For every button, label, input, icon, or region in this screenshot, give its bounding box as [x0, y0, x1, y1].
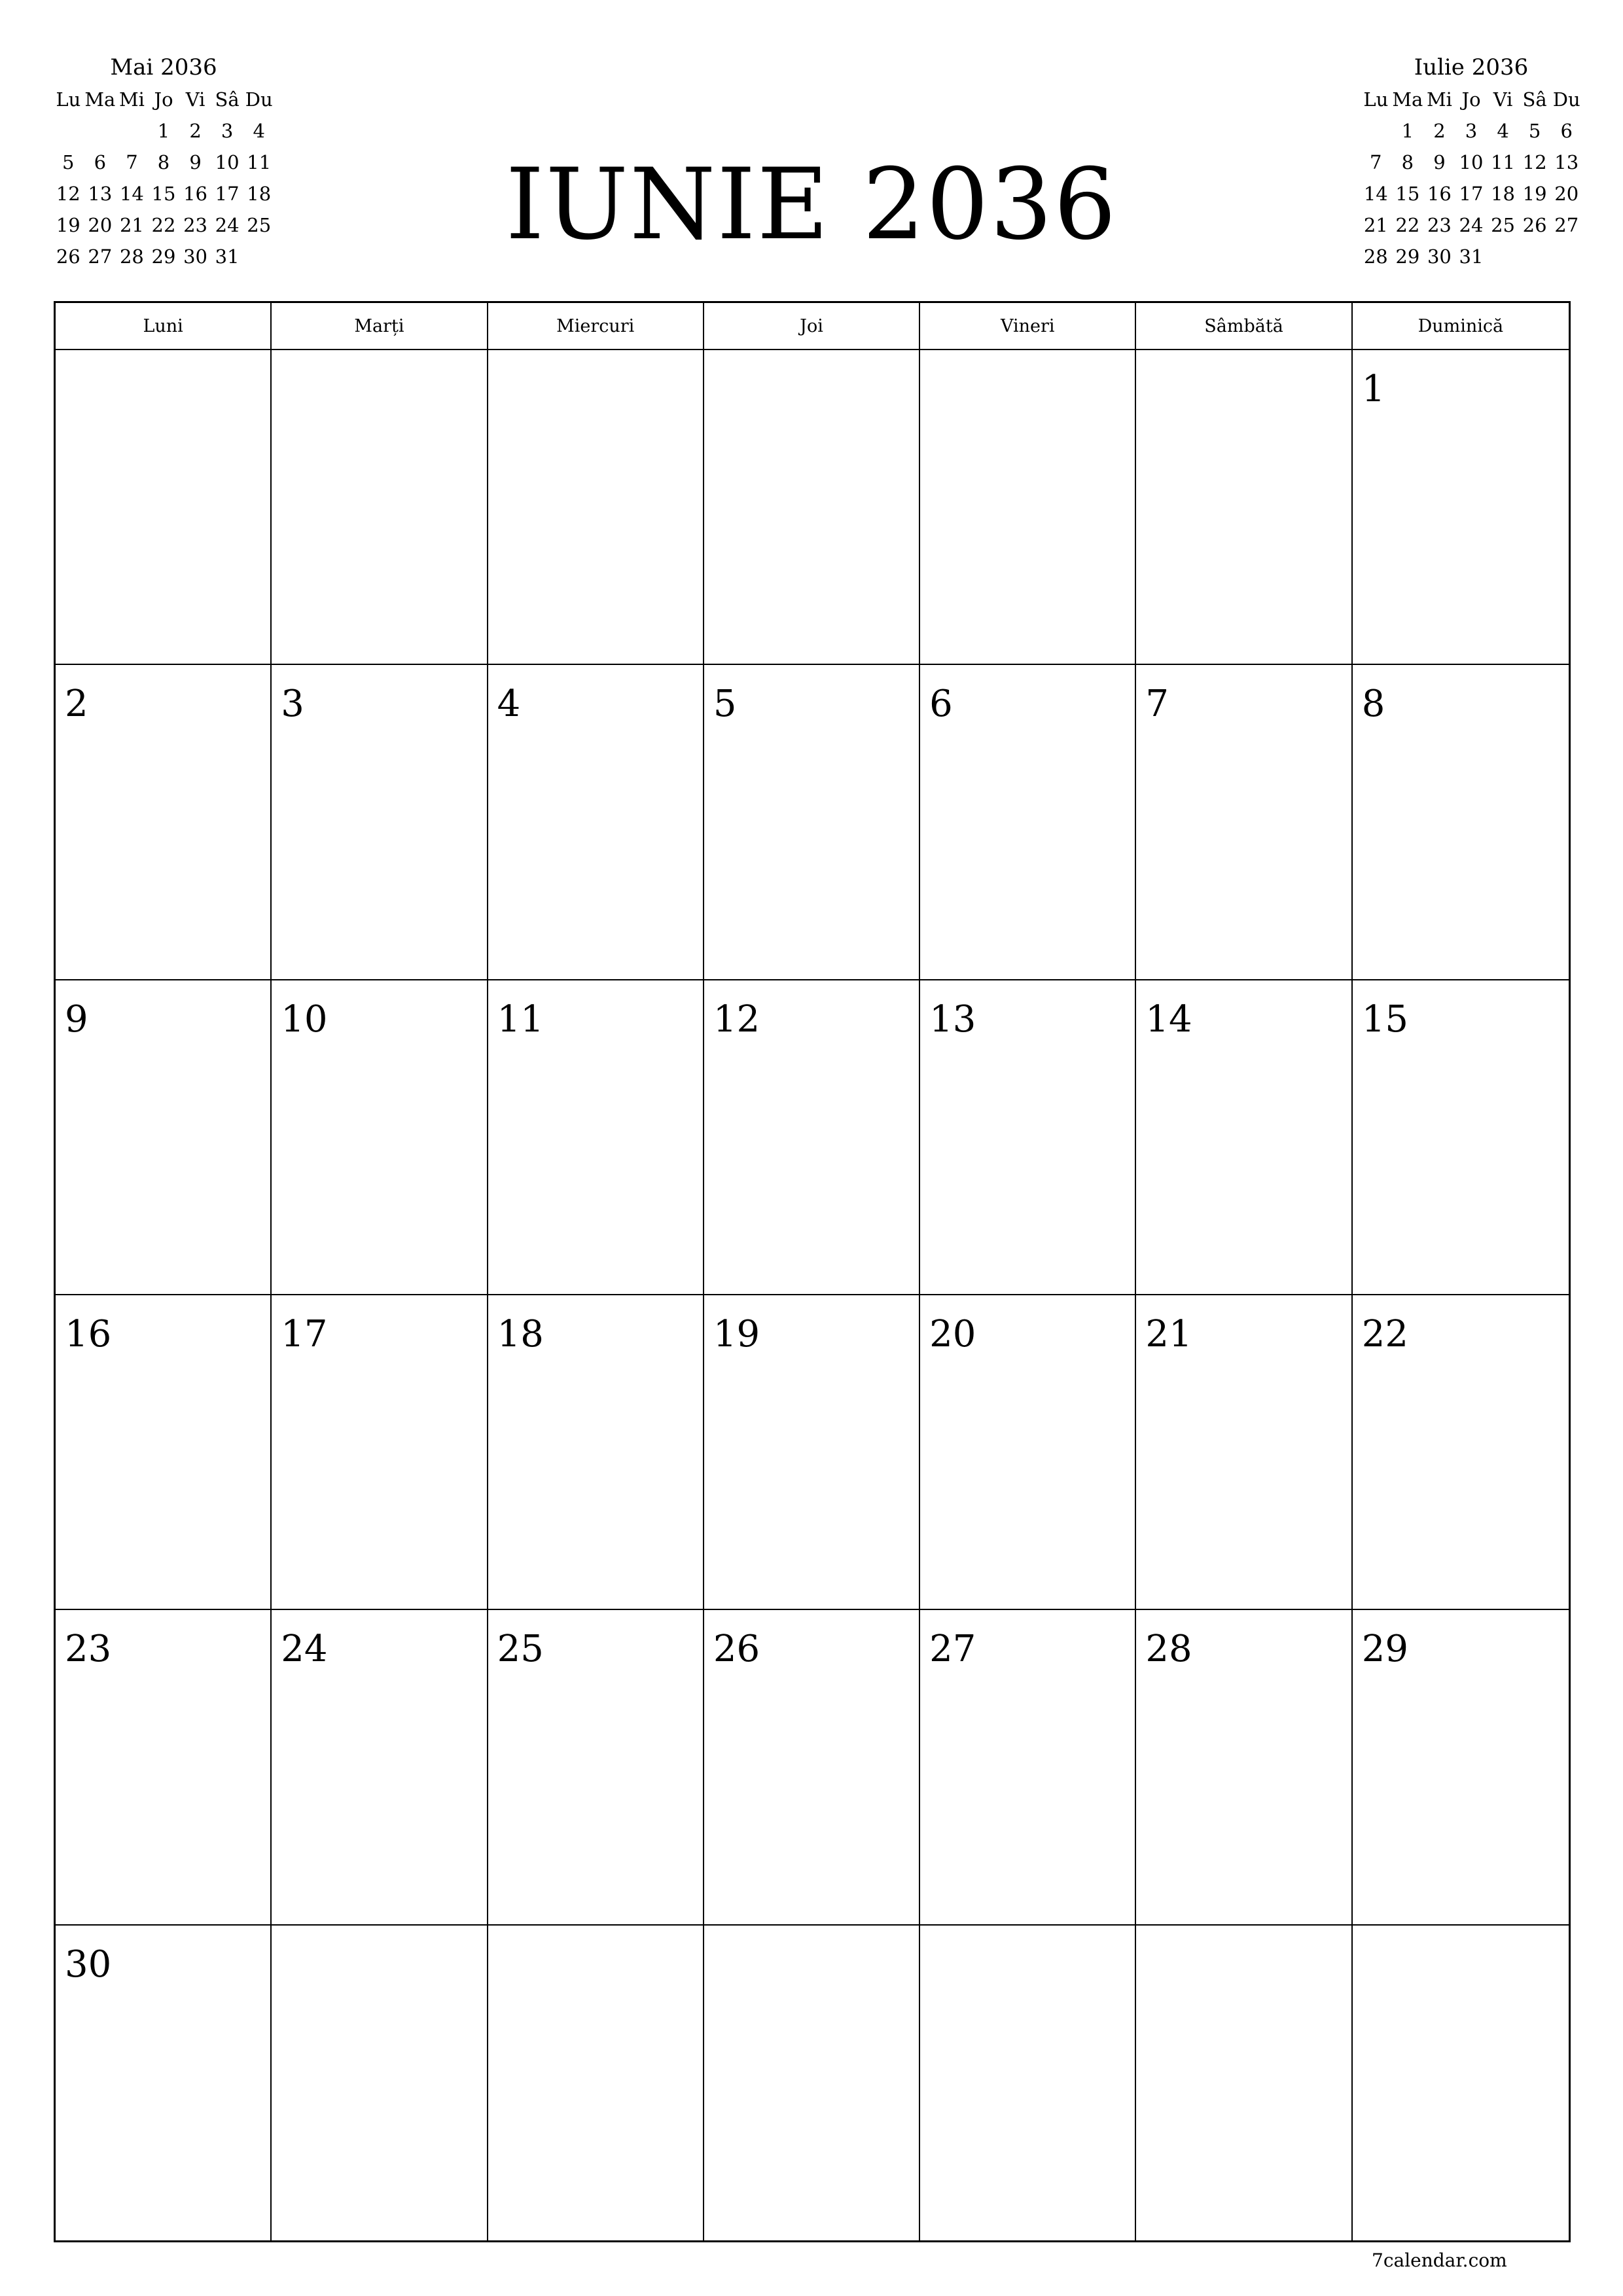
- day-cell: [56, 980, 272, 1295]
- day-number: 26: [713, 1628, 760, 1671]
- day-number: 19: [713, 1313, 760, 1355]
- mini-day: [1487, 241, 1519, 272]
- day-cell: [704, 980, 920, 1295]
- day-cell: [488, 665, 704, 980]
- day-cell: [488, 1295, 704, 1610]
- mini-day: 15: [1395, 183, 1420, 205]
- day-number: 2: [65, 683, 88, 726]
- mini-day: 20: [88, 214, 113, 236]
- mini-day: 12: [56, 183, 80, 205]
- day-cell: [56, 1295, 272, 1610]
- mini-weekday: Mi: [118, 88, 145, 111]
- mini-day: 24: [1459, 214, 1484, 236]
- day-cell: [920, 350, 1136, 665]
- day-cell: [56, 1926, 272, 2240]
- day-cell: [488, 980, 704, 1295]
- weekday-header: Joi: [704, 303, 920, 350]
- mini-day: [243, 241, 275, 272]
- day-cell: [56, 350, 272, 665]
- mini-weekday: Lu: [1363, 88, 1389, 111]
- mini-day: 24: [215, 214, 240, 236]
- mini-day: 18: [247, 183, 272, 205]
- day-cell: [1353, 980, 1569, 1295]
- mini-calendar-next-month: [1360, 51, 1582, 272]
- mini-day: 23: [183, 214, 208, 236]
- day-number: 22: [1361, 1313, 1408, 1355]
- mini-weekday: Jo: [1461, 88, 1481, 111]
- mini-day: 25: [1491, 214, 1516, 236]
- mini-weekday: Lu: [56, 88, 81, 111]
- mini-day: 19: [1522, 183, 1547, 205]
- mini-day: 5: [62, 151, 75, 173]
- mini-calendar-previous-month: [52, 51, 275, 272]
- day-cell: [1353, 665, 1569, 980]
- mini-weekday: Vi: [1493, 88, 1513, 111]
- mini-day: 4: [253, 120, 265, 142]
- mini-day: 7: [1370, 151, 1382, 173]
- mini-day: 11: [247, 151, 272, 173]
- month-calendar-grid: [54, 301, 1571, 2242]
- mini-weekday: Sâ: [1522, 88, 1547, 111]
- mini-calendar-days: [1360, 115, 1582, 272]
- mini-day: 26: [1522, 214, 1547, 236]
- weekday-header: Sâmbătă: [1136, 303, 1352, 350]
- mini-day: 10: [1459, 151, 1484, 173]
- mini-day: 31: [215, 245, 240, 268]
- mini-day: 15: [151, 183, 176, 205]
- mini-day: 27: [88, 245, 113, 268]
- day-number: 18: [497, 1313, 544, 1355]
- day-cell: [704, 350, 920, 665]
- mini-day: 7: [126, 151, 138, 173]
- day-number: 7: [1145, 683, 1169, 726]
- day-cell: [272, 1926, 488, 2240]
- mini-calendar-grid: [1360, 84, 1582, 115]
- mini-day: 20: [1554, 183, 1579, 205]
- page-title: IUNIE 2036: [505, 148, 1118, 262]
- mini-day: 13: [88, 183, 113, 205]
- day-cell: [488, 350, 704, 665]
- mini-calendar-grid: [52, 84, 275, 115]
- mini-day: [116, 115, 148, 147]
- mini-day: 14: [1363, 183, 1388, 205]
- day-number: 4: [497, 683, 521, 726]
- day-number: 13: [929, 997, 976, 1041]
- mini-day: 22: [151, 214, 176, 236]
- day-cell: [704, 665, 920, 980]
- mini-day: 17: [1459, 183, 1484, 205]
- weekday-header: Luni: [56, 303, 272, 350]
- day-cell: [1353, 350, 1569, 665]
- mini-day: 4: [1497, 120, 1509, 142]
- day-number: 27: [929, 1628, 976, 1671]
- mini-day: 30: [1427, 245, 1452, 268]
- day-number: 1: [1361, 368, 1385, 410]
- day-number: 5: [713, 683, 737, 726]
- mini-day: 26: [56, 245, 80, 268]
- day-cell: [920, 665, 1136, 980]
- day-number: 24: [281, 1628, 328, 1671]
- day-cell: [1136, 350, 1352, 665]
- mini-calendar-title: Mai 2036: [110, 54, 217, 81]
- day-cell: [272, 1610, 488, 1925]
- day-cell: [920, 980, 1136, 1295]
- day-cell: [704, 1926, 920, 2240]
- mini-day: [52, 115, 84, 147]
- day-cell: [1136, 665, 1352, 980]
- mini-calendar-days: [52, 115, 275, 272]
- day-number: 14: [1145, 997, 1192, 1041]
- day-cell: [1353, 1295, 1569, 1610]
- mini-calendar-title: Iulie 2036: [1414, 54, 1529, 81]
- day-cell: [920, 1926, 1136, 2240]
- mini-day: 23: [1427, 214, 1452, 236]
- day-number: 15: [1361, 997, 1408, 1041]
- day-number: 6: [929, 683, 953, 726]
- mini-day: 28: [119, 245, 144, 268]
- day-number: 17: [281, 1313, 328, 1355]
- mini-day: 22: [1395, 214, 1420, 236]
- mini-weekday: Mi: [1426, 88, 1452, 111]
- day-cell: [56, 665, 272, 980]
- day-number: 30: [65, 1943, 112, 1986]
- mini-day: 16: [1427, 183, 1452, 205]
- day-number: 9: [65, 997, 88, 1041]
- mini-day: 12: [1522, 151, 1547, 173]
- day-cell: [272, 1295, 488, 1610]
- day-cell: [56, 1610, 272, 1925]
- mini-weekday: Ma: [1392, 88, 1423, 111]
- day-cell: [704, 1610, 920, 1925]
- day-cell: [1353, 1926, 1569, 2240]
- weekday-header: Marți: [272, 303, 488, 350]
- day-cell: [1136, 1926, 1352, 2240]
- day-number: 28: [1145, 1628, 1192, 1671]
- mini-day: 29: [151, 245, 176, 268]
- weekday-header: Vineri: [920, 303, 1136, 350]
- day-cell: [488, 1926, 704, 2240]
- mini-day: 30: [183, 245, 208, 268]
- day-number: 11: [497, 997, 544, 1041]
- mini-weekday: Ma: [84, 88, 116, 111]
- mini-day: 17: [215, 183, 240, 205]
- mini-day: 8: [157, 151, 170, 173]
- mini-day: 5: [1528, 120, 1541, 142]
- mini-weekday: Jo: [154, 88, 173, 111]
- day-number: 8: [1361, 683, 1385, 726]
- weekday-header: Duminică: [1353, 303, 1569, 350]
- day-cell: [1136, 1295, 1352, 1610]
- mini-day: [84, 115, 116, 147]
- mini-day: 1: [157, 120, 170, 142]
- mini-day: 18: [1491, 183, 1516, 205]
- mini-day: 11: [1491, 151, 1516, 173]
- weekday-header: Miercuri: [488, 303, 704, 350]
- mini-day: 29: [1395, 245, 1420, 268]
- mini-day: 9: [189, 151, 202, 173]
- day-cell: [920, 1610, 1136, 1925]
- day-number: 23: [65, 1628, 112, 1671]
- mini-day: 8: [1401, 151, 1414, 173]
- mini-weekday: Du: [1552, 88, 1580, 111]
- day-number: 20: [929, 1313, 976, 1355]
- mini-day: 13: [1554, 151, 1579, 173]
- mini-day: 28: [1363, 245, 1388, 268]
- mini-day: 27: [1554, 214, 1579, 236]
- mini-day: 31: [1459, 245, 1484, 268]
- mini-day: 6: [1560, 120, 1573, 142]
- mini-day: 3: [1465, 120, 1478, 142]
- day-number: 12: [713, 997, 760, 1041]
- day-cell: [272, 350, 488, 665]
- mini-day: 19: [56, 214, 80, 236]
- day-cell: [488, 1610, 704, 1925]
- footer-watermark: 7calendar.com: [1372, 2250, 1507, 2271]
- day-number: 3: [281, 683, 304, 726]
- mini-day: 16: [183, 183, 208, 205]
- mini-day: 10: [215, 151, 240, 173]
- mini-day: 21: [1363, 214, 1388, 236]
- mini-day: 2: [1433, 120, 1446, 142]
- mini-day: 14: [119, 183, 144, 205]
- day-number: 16: [65, 1313, 112, 1355]
- day-number: 25: [497, 1628, 544, 1671]
- mini-day: 2: [189, 120, 202, 142]
- day-cell: [272, 665, 488, 980]
- mini-day: [1550, 241, 1582, 272]
- mini-day: 1: [1401, 120, 1414, 142]
- day-number: 10: [281, 997, 328, 1041]
- mini-day: 25: [247, 214, 272, 236]
- mini-day: [1519, 241, 1551, 272]
- mini-weekday: Sâ: [215, 88, 240, 111]
- day-cell: [920, 1295, 1136, 1610]
- mini-day: 9: [1433, 151, 1446, 173]
- day-cell: [704, 1295, 920, 1610]
- mini-weekday: Vi: [185, 88, 205, 111]
- day-cell: [1353, 1610, 1569, 1925]
- mini-day: [1360, 115, 1392, 147]
- day-number: 29: [1361, 1628, 1408, 1671]
- day-number: 21: [1145, 1313, 1192, 1355]
- day-cell: [1136, 1610, 1352, 1925]
- mini-weekday: Du: [245, 88, 273, 111]
- mini-day: 3: [221, 120, 234, 142]
- mini-day: 6: [94, 151, 107, 173]
- mini-day: 21: [119, 214, 144, 236]
- day-cell: [1136, 980, 1352, 1295]
- day-cell: [272, 980, 488, 1295]
